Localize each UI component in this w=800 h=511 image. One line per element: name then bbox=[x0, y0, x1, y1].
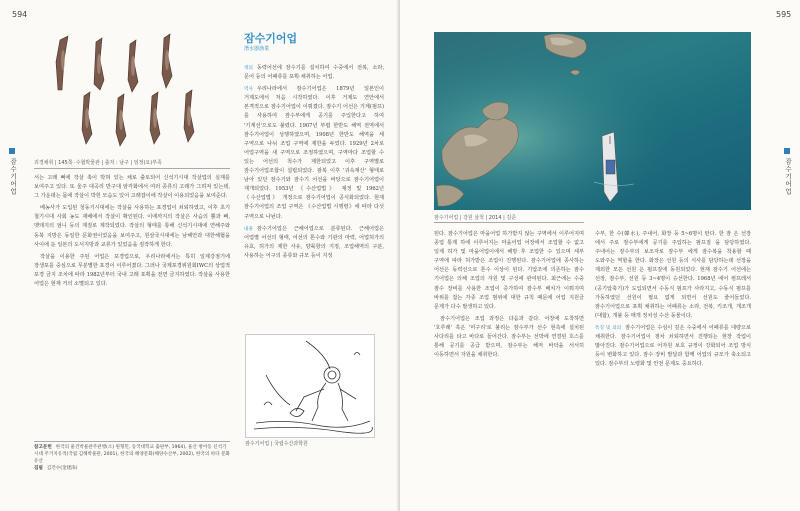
page-number: 595 bbox=[776, 10, 792, 19]
meaning-text: 잠수기어업은 수심이 깊은 수중에서 어패류를 대량으로 채취한다. 잠수기어업이 점차 쇠퇴하면서 진행되는 현장 작업이 많아진다. 잠수기어업으로 어자원 보호 규정이 강화되어 조업 방식 등이 변화하고 있다. 잠수 장비 발달과 함께 어업의 규모가 축소되고 있다. 잠수부의 노령화 및 안전 문제도 중요하다. bbox=[595, 324, 751, 368]
content-text: 잠수기어업은 근해어업으로 분류된다. 근해어업은 어업별 어선의 형태, 어선의 톤수와 기관의 마력, 어업허가의 유효, 허가의 제한 사유, 양륙항의 지정, 조업해역의 구분, 사용하는 어구의 종류와 규모 등이 지정 bbox=[244, 225, 384, 259]
body-paragraph: 베농사가 도입된 청동기시대에는 작살을 사용하는 포경업이 쇠퇴하였고, 이후 초기 철기시대 사회 농도 재배에서 작살이 확인된다. 이에까지의 작살은 사슴의 뿔과 뼈, 멧돼지의 엄니 등의 재질로 제작되었다. 작살의 형태를 통해 신석기시대에 연해주와 동북 지방은 동일한 문화권이었음을 보여주고, 원삼국시대에는 남해안과 대한해협을 사이에 둔 일본의 도서지방과 교류가 있었음을 짐작하게 한다. bbox=[34, 205, 230, 248]
article-title: 잠수기어업 bbox=[244, 32, 298, 45]
left-body-text bbox=[34, 174, 230, 438]
drawing-caption: 잠수기어업 | 국립수산과학원 bbox=[245, 441, 308, 447]
body-paragraph: 작살을 이용한 주된 어업은 포경업으로, 우리나라에서는 특히 일제강점기에 장생포를 중심으로 무분별한 포경이 이루어졌다. 그러나 국제포경위원회IWC의 상업적 포경 금지 조치에 따라 1982년부터 국내 고래 포획을 전면 금지하였다. 작살을 사용한 어업은 현재 거의 소멸되고 있다. bbox=[34, 253, 230, 288]
author-label: 집필 bbox=[34, 466, 43, 471]
meaning-tag: 특징 및 의의 bbox=[595, 325, 622, 331]
body-paragraph: 잠수기어업은 조업 과정은 다음과 같다. 어장에 도착하면 '호루래' 혹은 '머구리'로 불리는 잠수부가 선수 현측에 설치된 사다리를 타고 바다로 들어간다. 잠수부는 선박에 연결된 호스를 통해 공기를 공급 받으며, 잠수부는 해저 바닥을 서서히 이동하면서 자원을 채취한다. bbox=[434, 315, 584, 359]
caption-rule bbox=[34, 168, 230, 169]
sea-aerial-photo bbox=[434, 32, 751, 210]
content-tag: 내용 bbox=[244, 226, 253, 232]
references-label: 참고문헌 bbox=[34, 445, 52, 450]
refs-rule bbox=[34, 441, 230, 442]
author-entry bbox=[34, 465, 230, 472]
body-paragraph: 서는 고래 뼈에 작살 촉이 박혀 있는 채로 출토되어 신석기시대 작살업의 실재를 보여주고 있다. 또 울주 대곡리 반구대 암각화에서 여러 종류의 고래가 그려져 있는데, 그 가운데는 몸에 작살이 박힌 모습도 있어 고래잡이에 작살이 이용되었음을 보여준다. bbox=[34, 175, 230, 200]
article-subtitle: 潛水器漁業 bbox=[244, 46, 270, 52]
section-tab-marker bbox=[9, 148, 15, 154]
history-tag: 역사 bbox=[244, 87, 253, 93]
caption-rule bbox=[434, 222, 584, 223]
sea-photo-graphic bbox=[434, 32, 751, 210]
side-section-tab: 잠수기어업 bbox=[9, 158, 17, 196]
sea-photo-caption: 잠수기어업 | 강원 삼척 | 2014 | 김준 bbox=[434, 215, 517, 221]
page-number: 594 bbox=[12, 10, 28, 19]
body-paragraph: 된다. 잠수기어업은 마을어업 하가받지 않는 구역에서 이루어지며 종업 통제 하에 이루어지는 마을어업 어장에서 조업할 수 없고 일제 허가 및 마을어업이에서 해방 후 조업한 수 있으며 세부 구역에 따라 허가받은 조업이 진행된다. 잠수기어업에 종사하는 어선은 동력선으로 톤수 이상이 된다. 기압조에 의존하는 잠수 기어업은 의해 조업의 자원 및 구성에 관여된다. 최근에는 수중 잠수 장비를 사용한 조업이 증가하여 잠수부 배치가 이뤄지며 바위를 잡는 각종 조업 범위에 대한 규칙 때문에 어업 지원금 문제가 다수 발생하고 있다. bbox=[434, 231, 584, 310]
references-text: 한국의 물건박물관주관행(소) 원형민, 동국대학교 출판부, 1964), 울산 방어동 신석기시대 주거지유적(국립 김해박물관, 2001), 한국의 해양문화(해양수산부, 2002), 한국의 바다 문화유산 bbox=[34, 445, 230, 464]
tools-photo-caption: 괴경채취 | 145쪽 ⋅수협박물관 | 출처 : 남구 | 임정(요)부족 bbox=[34, 160, 162, 166]
diver-illustration bbox=[245, 334, 375, 438]
references-block bbox=[34, 444, 230, 472]
history-text: 우리나라에서 잠수기어업은 1879년 일본인이 거제도에서 처음 시작하였다. 이후 거제도 연안에서 본격적으로 잠수기어업이 이뤄졌다. 잠수기 어선은 기계(펌프)를 사용하여 잠수부에게 공기를 주입한다고 하여 '기계선'으로도 불렸다. 1907년 부렵 한반도 해역 전역에서 잠수기어업이 성행하였으며, 1908년 한반도 해역을 세 구역으로 나뉘 조업 구역에 제한을 두었다. 1929년 2차로 어업구역을 새 구역으로 조정하였으며, 구역마다 조업할 수 있는 어선의 척수가 제한되었고 이후 구역별로 잠수기어업조합이 설립되었다. 광복 이후 '귀속재산' 형태로 남아 있던 잠수기와 잠수기 어선을 바탕으로 잠수기어업이 재개되었다. 1953년 《수산업법》 제정 및 1962년 《수산업법》 개정으로 잠수기어업이 공식화되었다. 현재 잠수기어업의 조업 구역은 《수산업법 시행령》에 따라 다섯 구역으로 나뉜다. bbox=[244, 86, 384, 220]
definition-text: 동력어선에 잠수기를 설치하여 수중에서 전복, 소라, 문어 등의 어패류를 포획·채취하는 어업. bbox=[244, 65, 384, 81]
body-paragraph: 수부, 한 수(韓水), 주내어, 화장 등 5~6명이 탄다. 한 잠 은 선장 에서 주로 잠수부에게 공기를 주입하는 펌프질 을 담당하였다. 주내어는 잠수부의 보조자로 잠수부 에게 잠수복을 착용할 때 도와주는 역할을 한다. 화장은 선원 등의 식사를 담당하는데 선장을 제외한 모든 선원 은 펌프질에 동원되었다. 현재 잠수기 어선에는 선장, 잠수부, 선원 등 3~4명이 승선한다. 1968년 에어 컴프레서(공기압축기)가 도입되면서 수동식 펌프가 사라지고, 수동식 펌프를 가동하였던 선원이 필요 없게 되면서 선원도 줄어들었다. 잠수기어업으로 포획 채취하는 어패류는 소라, 전복, 키조개, 개조개(대합), 개불 등 매개 정치성 수산 동물이다. bbox=[595, 231, 751, 319]
definition-tag: 정의 bbox=[244, 66, 253, 71]
article-col2-text bbox=[434, 230, 584, 500]
harpoon-tools-photo bbox=[36, 30, 214, 150]
side-section-tab: 잠수기어업 bbox=[784, 158, 792, 196]
article-col3-text bbox=[595, 230, 751, 500]
references-entry bbox=[34, 444, 230, 465]
section-tab-marker bbox=[784, 148, 790, 154]
author-name: 김건수(金建洙) bbox=[46, 466, 78, 471]
article-col1-text bbox=[244, 64, 384, 326]
